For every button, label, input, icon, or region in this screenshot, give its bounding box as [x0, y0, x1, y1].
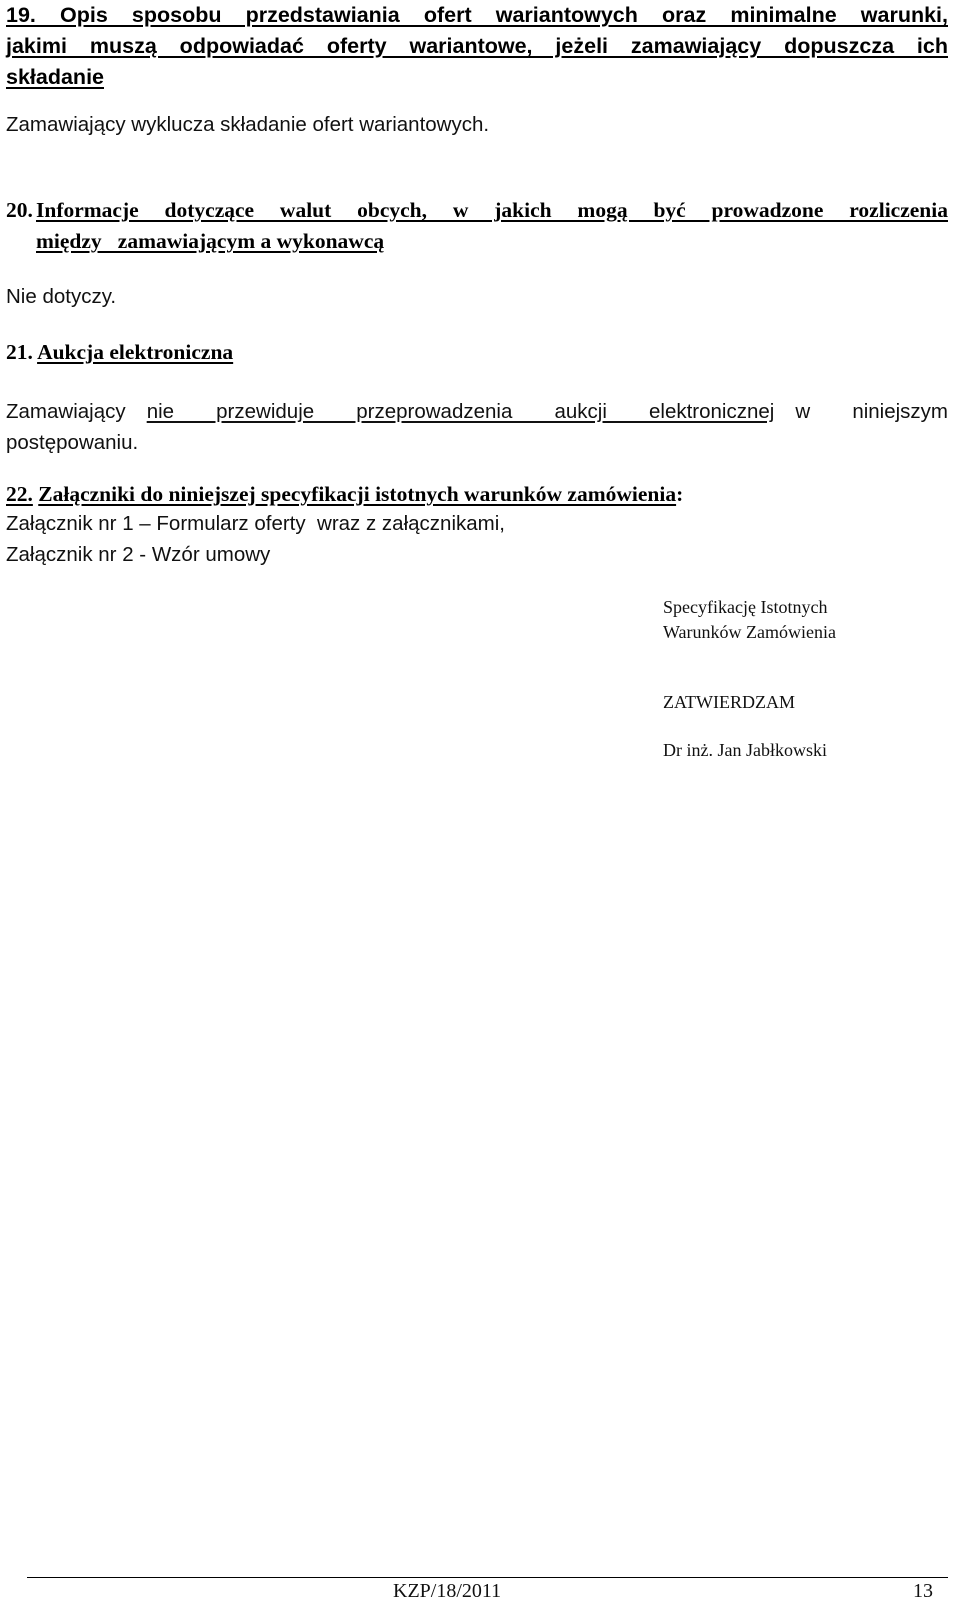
section-19-heading-line-2: jakimi muszą odpowiadać oferty wariantowe, jeżeli zamawiający dopuszcza ich [6, 34, 948, 58]
section-21-body-line-2: postępowaniu. [6, 431, 139, 454]
section-21-body-prefix: Zamawiający [6, 400, 126, 423]
section-22-heading [6, 482, 683, 507]
section-20-heading-line-1: Informacje dotyczące walut obcych, w jakich mogą być prowadzone rozliczenia [36, 198, 948, 222]
signature-approval: ZATWIERDZAM [663, 692, 795, 712]
section-21-title: Aukcja elektroniczna [37, 340, 234, 364]
section-21-heading [6, 340, 233, 365]
attachment-1: Załącznik nr 1 – Formularz oferty wraz z załącznikami, [6, 512, 505, 535]
section-20-heading-line-2: między zamawiającym a wykonawcą [36, 229, 385, 253]
section-22-title: Załączniki do niniejszej specyfikacji istotnych warunków zamówienia [38, 482, 677, 506]
attachment-2: Załącznik nr 2 - Wzór umowy [6, 543, 271, 566]
signature-line-2: Warunków Zamówienia [663, 622, 836, 642]
footer-page-number: 13 [913, 1580, 933, 1602]
section-19-heading-line-1: 19. Opis sposobu przedstawiania ofert wariantowych oraz minimalne warunki, [6, 3, 948, 27]
section-21-body-line-1 [6, 396, 948, 427]
section-21-body [6, 396, 948, 458]
section-19-heading [6, 0, 948, 93]
section-21-body-suffix: w niniejszym [795, 400, 949, 423]
section-21-body-underlined: nie przewiduje przeprowadzenia aukcji elektronicznej [146, 400, 775, 423]
section-22-number: 22. [6, 482, 33, 506]
section-21-number: 21. [6, 340, 33, 364]
section-19-body: Zamawiający wyklucza składanie ofert wariantowych. [6, 113, 490, 136]
signature-name: Dr inż. Jan Jabłkowski [663, 740, 827, 760]
footer-divider [27, 1577, 948, 1578]
section-20-number: 20. [6, 198, 33, 222]
section-19-heading-line-3: składanie [6, 65, 104, 89]
section-20-body: Nie dotyczy. [6, 285, 117, 308]
signature-line-1: Specyfikację Istotnych [663, 597, 828, 617]
footer-code: KZP/18/2011 [393, 1580, 502, 1602]
section-20-heading [6, 195, 948, 257]
section-22-colon: : [676, 482, 684, 506]
